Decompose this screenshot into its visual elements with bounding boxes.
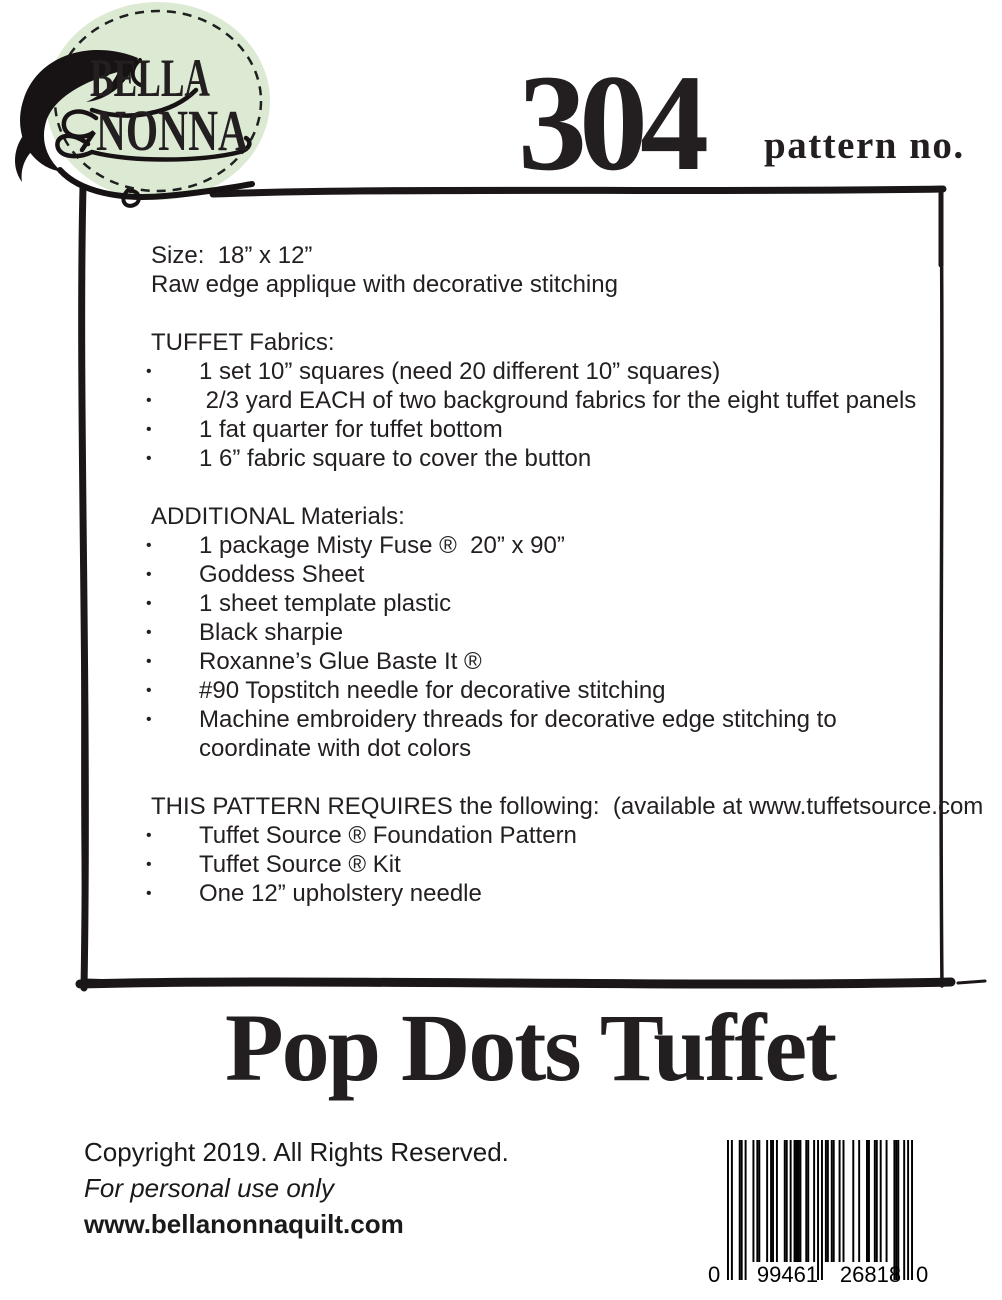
technique-line: Raw edge applique with decorative stitching (151, 271, 618, 298)
list-item (146, 444, 951, 473)
list-item-text: 1 set 10” squares (need 20 different 10” squares) (199, 358, 721, 385)
logo-text-bella: BELLA (90, 48, 210, 108)
pattern-details (146, 241, 984, 908)
list-item (146, 357, 951, 386)
list-item (146, 589, 951, 618)
list-item (146, 676, 951, 705)
list-item-text: Tuffet Source ® Foundation Pattern (199, 822, 577, 849)
list-item (146, 560, 951, 589)
copyright-block (84, 1134, 509, 1242)
list-item (146, 647, 951, 676)
list-item-text: Goddess Sheet (199, 561, 365, 588)
personal-use-line: For personal use only (84, 1173, 335, 1203)
barcode-digit-trail: 0 (916, 1262, 929, 1287)
bullet-icon: • (146, 624, 152, 641)
list-item (146, 415, 951, 444)
barcode-digit-left-group: 99461 (756, 1262, 819, 1287)
bullet-icon: • (146, 421, 152, 438)
list-item (146, 821, 951, 850)
tuffet-fabrics-list (146, 357, 951, 473)
barcode-digit-right-group: 26818 (839, 1262, 902, 1287)
list-item-text: One 12” upholstery needle (199, 880, 482, 907)
list-item-text: 1 fat quarter for tuffet bottom (199, 416, 503, 443)
bullet-icon: • (146, 450, 152, 467)
bullet-icon: • (146, 392, 152, 409)
list-item (146, 879, 951, 908)
list-item-text: 2/3 yard EACH of two background fabrics for the eight tuffet panels (199, 387, 917, 414)
section-heading-additional-materials: ADDITIONAL Materials: (151, 503, 405, 530)
section-heading-pattern-requires: THIS PATTERN REQUIRES the following: (available at www.tuffetsource.com (151, 793, 984, 820)
list-item-text: 1 sheet template plastic (199, 590, 452, 617)
bullet-icon: • (146, 653, 152, 670)
barcode-digit-lead: 0 (708, 1262, 721, 1287)
size-line: Size: 18” x 12” (151, 242, 313, 269)
list-item (146, 850, 951, 879)
bella-nonna-logo (0, 0, 300, 215)
bullet-icon: • (146, 856, 152, 873)
copyright-line: Copyright 2019. All Rights Reserved. (84, 1137, 509, 1167)
bullet-icon: • (146, 363, 152, 380)
list-item-text: Black sharpie (199, 619, 344, 646)
section-heading-tuffet-fabrics: TUFFET Fabrics: (151, 329, 335, 356)
list-item-text: Roxanne’s Glue Baste It ® (199, 648, 482, 675)
list-item-text: Machine embroidery threads for decorative edge stitching to coordinate with dot colors (199, 706, 844, 762)
pattern-number-label: pattern no. (764, 124, 965, 167)
bullet-icon: • (146, 827, 152, 844)
list-item-text: 1 package Misty Fuse ® 20” x 90” (199, 532, 565, 559)
bullet-icon: • (146, 711, 152, 728)
list-item (146, 531, 951, 560)
list-item (146, 618, 951, 647)
barcode-bars (727, 1140, 913, 1280)
list-item-text: #90 Topstitch needle for decorative stitching (199, 677, 666, 704)
pattern-requires-list (146, 821, 951, 908)
bullet-icon: • (146, 885, 152, 902)
website-url: www.bellanonnaquilt.com (84, 1209, 404, 1239)
pattern-number: 304 (518, 46, 701, 199)
pattern-title: Pop Dots Tuffet (224, 994, 836, 1101)
additional-materials-list (146, 531, 951, 763)
logo-text-nonna: NONNA (96, 98, 249, 163)
list-item (146, 705, 911, 763)
bullet-icon: • (146, 566, 152, 583)
list-item-text: Tuffet Source ® Kit (199, 851, 401, 878)
list-item (146, 386, 951, 415)
bullet-icon: • (146, 595, 152, 612)
bullet-icon: • (146, 682, 152, 699)
list-item-text: 1 6” fabric square to cover the button (199, 445, 592, 472)
bullet-icon: • (146, 537, 152, 554)
